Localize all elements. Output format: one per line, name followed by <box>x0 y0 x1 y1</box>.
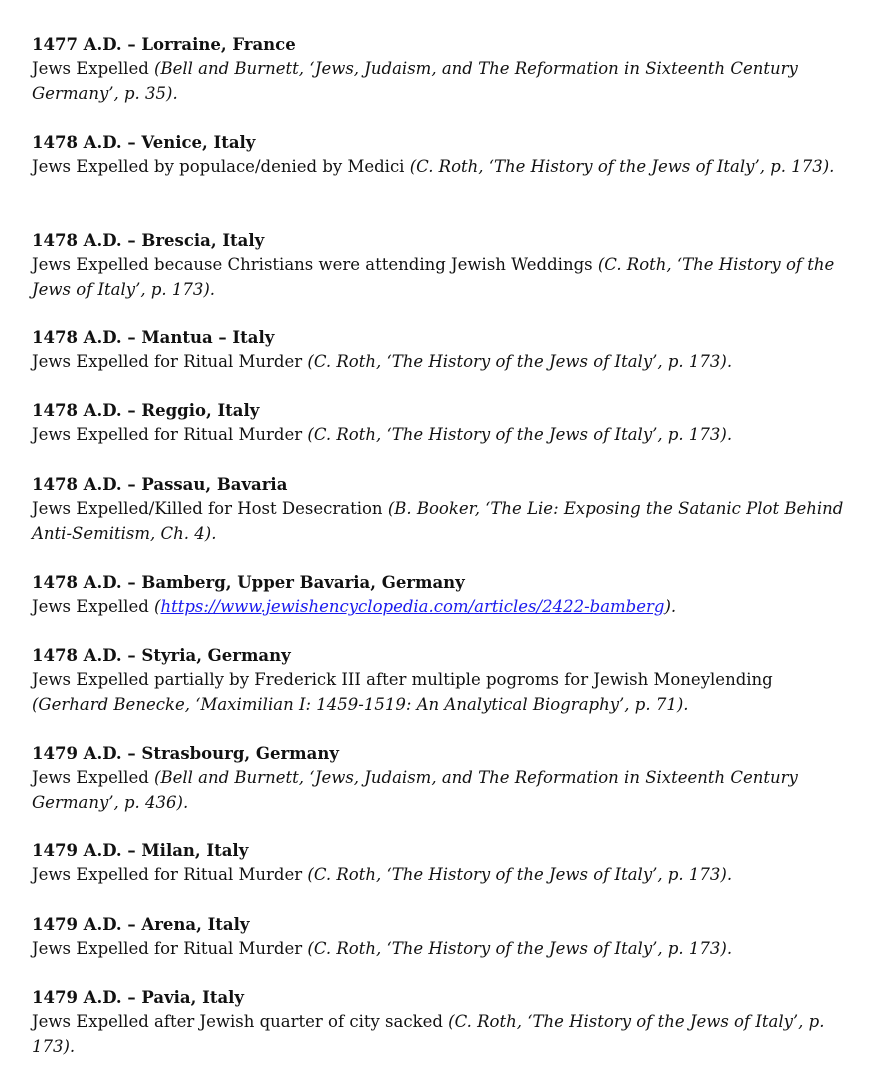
entry-body <box>32 766 852 815</box>
entry-styria <box>32 644 852 717</box>
entry-citation: (C. Roth, ‘The History of the Jews of Italy’, p. 173). <box>307 939 733 958</box>
entry-heading: 1478 A.D. – Passau, Bavaria <box>32 475 288 494</box>
citation-close-paren: ). <box>664 597 677 616</box>
entry-body <box>32 423 852 448</box>
entry-heading: 1479 A.D. – Arena, Italy <box>32 915 250 934</box>
entry-body <box>32 497 852 546</box>
entry-text: Jews Expelled by populace/denied by Medici <box>32 157 410 176</box>
entry-lorraine <box>32 33 852 106</box>
entry-body <box>32 350 852 375</box>
entry-body <box>32 57 852 106</box>
entry-citation: (Bell and Burnett, ‘Jews, Judaism, and The Reformation in Sixteenth Century Germany’, p. 436). <box>32 768 798 812</box>
entry-citation: (C. Roth, ‘The History of the Jews of Italy’, p. 173). <box>307 865 733 884</box>
entry-heading: 1478 A.D. – Mantua – Italy <box>32 328 275 347</box>
entry-heading: 1478 A.D. – Reggio, Italy <box>32 401 260 420</box>
entry-body <box>32 155 852 180</box>
entry-text: Jews Expelled partially by Frederick III after multiple pogroms for Jewish Moneylending <box>32 670 773 689</box>
entry-text: Jews Expelled after Jewish quarter of city sacked <box>32 1012 449 1031</box>
entry-pavia <box>32 986 852 1059</box>
entry-heading: 1478 A.D. – Styria, Germany <box>32 646 291 665</box>
entry-text: Jews Expelled for Ritual Murder <box>32 865 308 884</box>
entry-heading: 1479 A.D. – Strasbourg, Germany <box>32 744 339 763</box>
entry-text: Jews Expelled <box>32 768 155 787</box>
entry-heading: 1478 A.D. – Brescia, Italy <box>32 231 265 250</box>
entry-heading: 1478 A.D. – Venice, Italy <box>32 133 256 152</box>
entry-body <box>32 937 852 962</box>
entry-reggio <box>32 399 852 448</box>
entry-citation: (C. Roth, ‘The History of the Jews of Italy’, p. 173). <box>307 352 733 371</box>
entry-body <box>32 1010 852 1059</box>
entry-citation: (Bell and Burnett, ‘Jews, Judaism, and The Reformation in Sixteenth Century Germany’, p. 35). <box>32 59 798 103</box>
entry-mantua <box>32 326 852 375</box>
citation-link[interactable]: https://www.jewishencyclopedia.com/articles/2422-bamberg <box>160 597 665 616</box>
entry-body <box>32 595 852 620</box>
entry-citation: (C. Roth, ‘The History of the Jews of Italy’, p. 173). <box>307 425 733 444</box>
entry-citation: (Gerhard Benecke, ‘Maximilian I: 1459-1519: An Analytical Biography’, p. 71). <box>32 694 689 714</box>
entry-text: Jews Expelled for Ritual Murder <box>32 352 308 371</box>
entry-arena <box>32 913 852 962</box>
entry-text: Jews Expelled/Killed for Host Desecration <box>32 499 388 518</box>
entry-heading: 1478 A.D. – Bamberg, Upper Bavaria, Germany <box>32 573 465 592</box>
entry-text: Jews Expelled for Ritual Murder <box>32 939 308 958</box>
entry-passau <box>32 473 852 546</box>
entry-body <box>32 253 852 302</box>
entry-body <box>32 668 852 717</box>
entry-text: Jews Expelled because Christians were attending Jewish Weddings <box>32 255 598 274</box>
entry-venice <box>32 131 852 180</box>
entry-citation: (C. Roth, ‘The History of the Jews of Italy’, p. 173). <box>32 255 835 299</box>
citation-open-paren: ( <box>154 597 161 616</box>
entry-body <box>32 863 852 888</box>
entry-citation: (C. Roth, ‘The History of the Jews of Italy’, p. 173). <box>409 157 835 176</box>
entry-citation: (B. Booker, ‘The Lie: Exposing the Satanic Plot Behind Anti-Semitism, Ch. 4). <box>32 499 844 543</box>
entry-heading: 1479 A.D. – Pavia, Italy <box>32 988 244 1007</box>
entry-heading: 1479 A.D. – Milan, Italy <box>32 841 249 860</box>
entry-citation: (C. Roth, ‘The History of the Jews of Italy’, p. 173). <box>32 1012 825 1056</box>
entry-text: Jews Expelled <box>32 59 155 78</box>
entry-bamberg <box>32 571 852 620</box>
entry-milan <box>32 839 852 888</box>
entry-strasbourg <box>32 742 852 815</box>
entry-heading: 1477 A.D. – Lorraine, France <box>32 35 296 54</box>
entry-text: Jews Expelled for Ritual Murder <box>32 425 308 444</box>
entry-text: Jews Expelled <box>32 597 155 616</box>
entry-brescia <box>32 229 852 302</box>
